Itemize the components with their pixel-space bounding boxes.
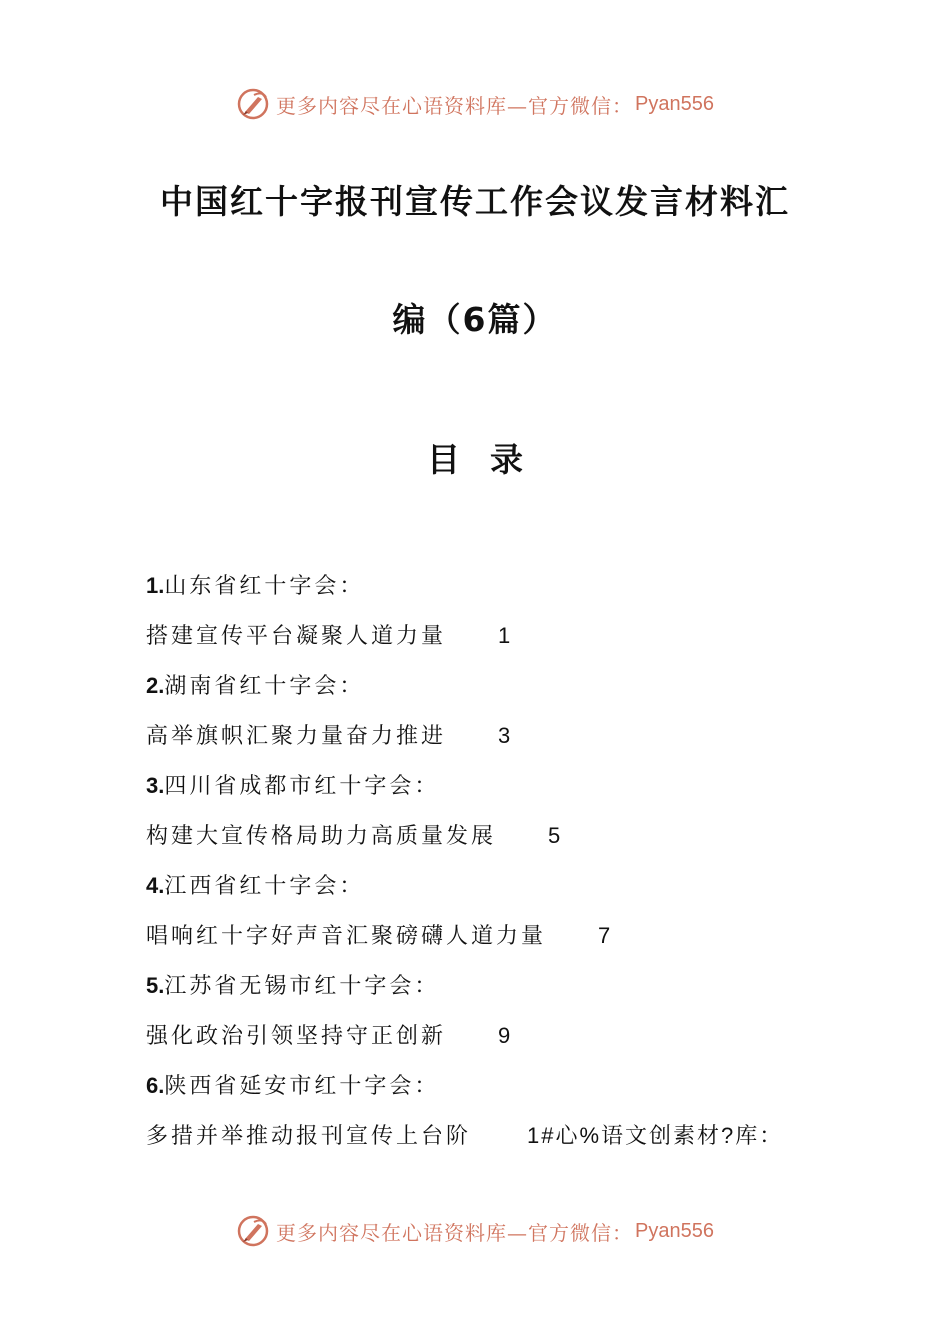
watermark-handle: Pyan556 bbox=[635, 92, 714, 115]
toc-entry-title: 搭建宣传平台凝聚人道力量 1 bbox=[146, 618, 826, 668]
toc-entry-org: 1.山东省红十字会： bbox=[146, 573, 365, 599]
toc-page-number: 7 bbox=[598, 923, 611, 948]
table-of-contents bbox=[146, 568, 826, 1168]
pen-logo-icon bbox=[236, 1214, 270, 1248]
toc-entry-org: 4.江西省红十字会： bbox=[146, 873, 365, 899]
watermark-handle: Pyan556 bbox=[635, 1219, 714, 1242]
toc-entry-title: 强化政治引领坚持守正创新 9 bbox=[146, 1018, 826, 1068]
toc-entry-title: 构建大宣传格局助力高质量发展 5 bbox=[146, 818, 826, 868]
toc-page-number: 9 bbox=[498, 1023, 511, 1048]
toc-entry-org: 6.陕西省延安市红十字会： bbox=[146, 1073, 440, 1099]
toc-heading: 目录 bbox=[427, 440, 553, 479]
watermark-footer bbox=[0, 1211, 950, 1251]
document-title-line-2: 编（6篇） bbox=[392, 300, 558, 339]
watermark-text: 更多内容尽在心语资料库—官方微信： bbox=[276, 93, 634, 118]
toc-page-number: 1#心%语文创素材?库： bbox=[527, 1123, 784, 1148]
toc-entry-title: 高举旗帜汇聚力量奋力推进 3 bbox=[146, 718, 826, 768]
toc-page-number: 1 bbox=[498, 623, 511, 648]
watermark-text: 更多内容尽在心语资料库—官方微信： bbox=[276, 1220, 634, 1245]
watermark-header bbox=[0, 84, 950, 124]
toc-entry-title: 多措并举推动报刊宣传上台阶 1#心%语文创素材?库： bbox=[146, 1118, 826, 1168]
toc-entry-title: 唱响红十字好声音汇聚磅礴人道力量 7 bbox=[146, 918, 826, 968]
toc-page-number: 5 bbox=[548, 823, 561, 848]
toc-entry-org: 3.四川省成都市红十字会： bbox=[146, 773, 440, 799]
document-title-line-1: 中国红十字报刊宣传工作会议发言材料汇 bbox=[160, 182, 790, 221]
toc-entry-org: 5.江苏省无锡市红十字会： bbox=[146, 973, 440, 999]
toc-entry-org: 2.湖南省红十字会： bbox=[146, 673, 365, 699]
pen-logo-icon bbox=[236, 87, 270, 121]
toc-page-number: 3 bbox=[498, 723, 511, 748]
